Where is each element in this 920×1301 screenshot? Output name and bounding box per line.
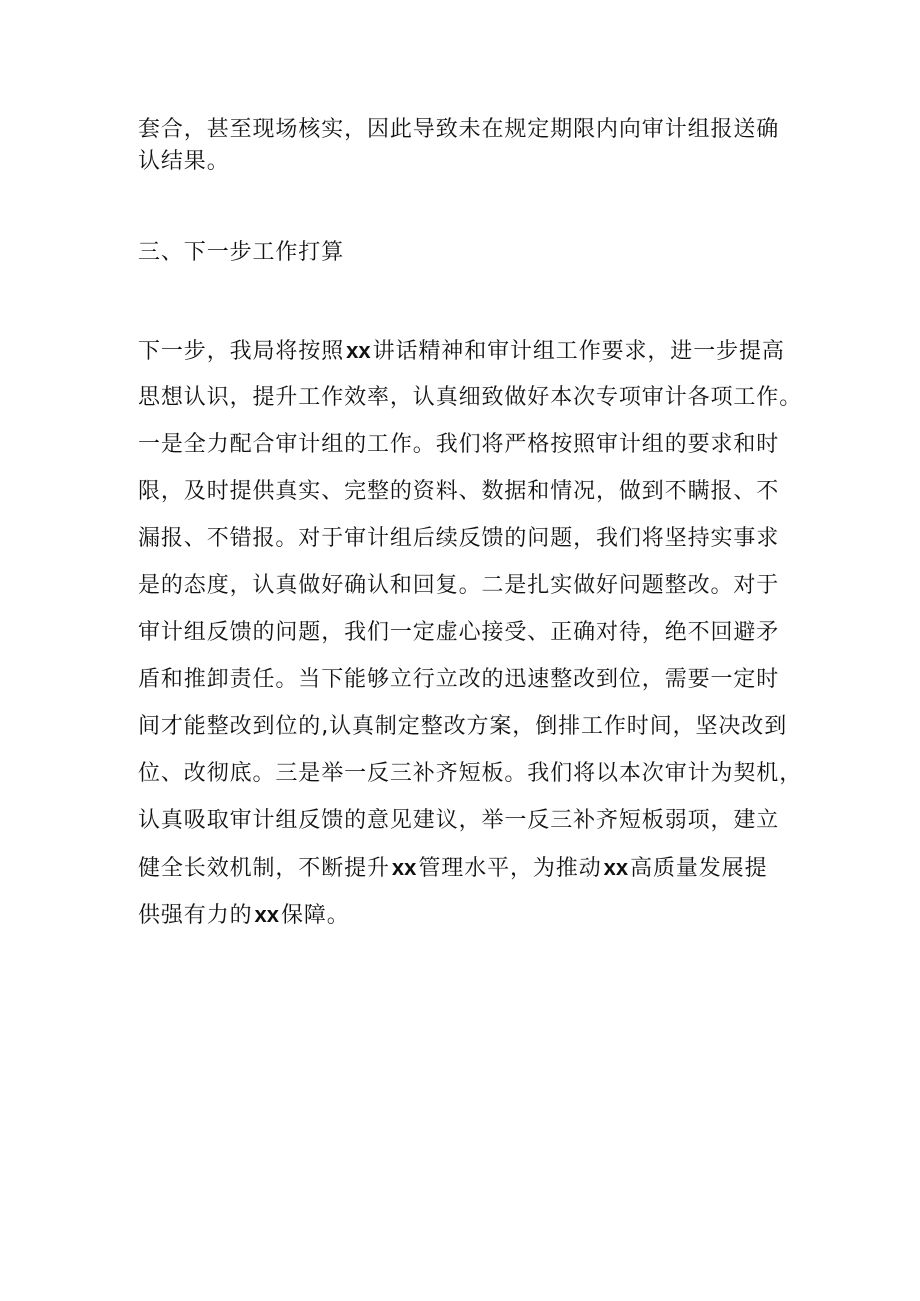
main-paragraph-line: 漏报、不错报。对于审计组后续反馈的问题，我们将坚持实事求 bbox=[138, 526, 780, 551]
placeholder-text: xx bbox=[254, 902, 279, 927]
main-paragraph-line: 健全长效机制，不断提升xx管理水平，为推动xx高质量发展提 bbox=[138, 855, 768, 881]
placeholder-text: xx bbox=[603, 855, 629, 880]
section-heading: 三、下一步工作打算 bbox=[138, 240, 345, 265]
main-paragraph-line: 间才能整改到位的,认真制定整改方案，倒排工作时间，坚决改到 bbox=[138, 714, 788, 739]
main-paragraph-line: 下一步，我局将按照xx讲话精神和审计组工作要求，进一步提高 bbox=[138, 338, 785, 364]
main-paragraph-line: 是的态度，认真做好确认和回复。二是扎实做好问题整改。对于 bbox=[138, 573, 780, 598]
top-paragraph-line: 认结果。 bbox=[138, 149, 230, 174]
main-paragraph-line: 思想认识，提升工作效率，认真细致做好本次专项审计各项工作。 bbox=[138, 385, 803, 410]
main-paragraph-line: 一是全力配合审计组的工作。我们将严格按照审计组的要求和时 bbox=[138, 432, 780, 457]
main-paragraph-line: 限，及时提供真实、完整的资料、数据和情况，做到不瞒报、不 bbox=[138, 479, 780, 504]
main-paragraph-line: 供强有力的xx保障。 bbox=[138, 902, 350, 928]
main-paragraph-line: 位、改彻底。三是举一反三补齐短板。我们将以本次审计为契机， bbox=[138, 761, 803, 786]
main-paragraph-line: 认真吸取审计组反馈的意见建议，举一反三补齐短板弱项，建立 bbox=[138, 808, 780, 833]
placeholder-text: xx bbox=[346, 338, 371, 363]
top-paragraph-line: 套合，甚至现场核实，因此导致未在规定期限内向审计组报送确 bbox=[138, 117, 780, 142]
main-paragraph-line: 盾和推卸责任。当下能够立行立改的迅速整改到位，需要一定时 bbox=[138, 667, 780, 692]
main-paragraph-line: 审计组反馈的问题，我们一定虚心接受、正确对待，绝不回避矛 bbox=[138, 620, 780, 645]
placeholder-text: xx bbox=[391, 855, 417, 880]
